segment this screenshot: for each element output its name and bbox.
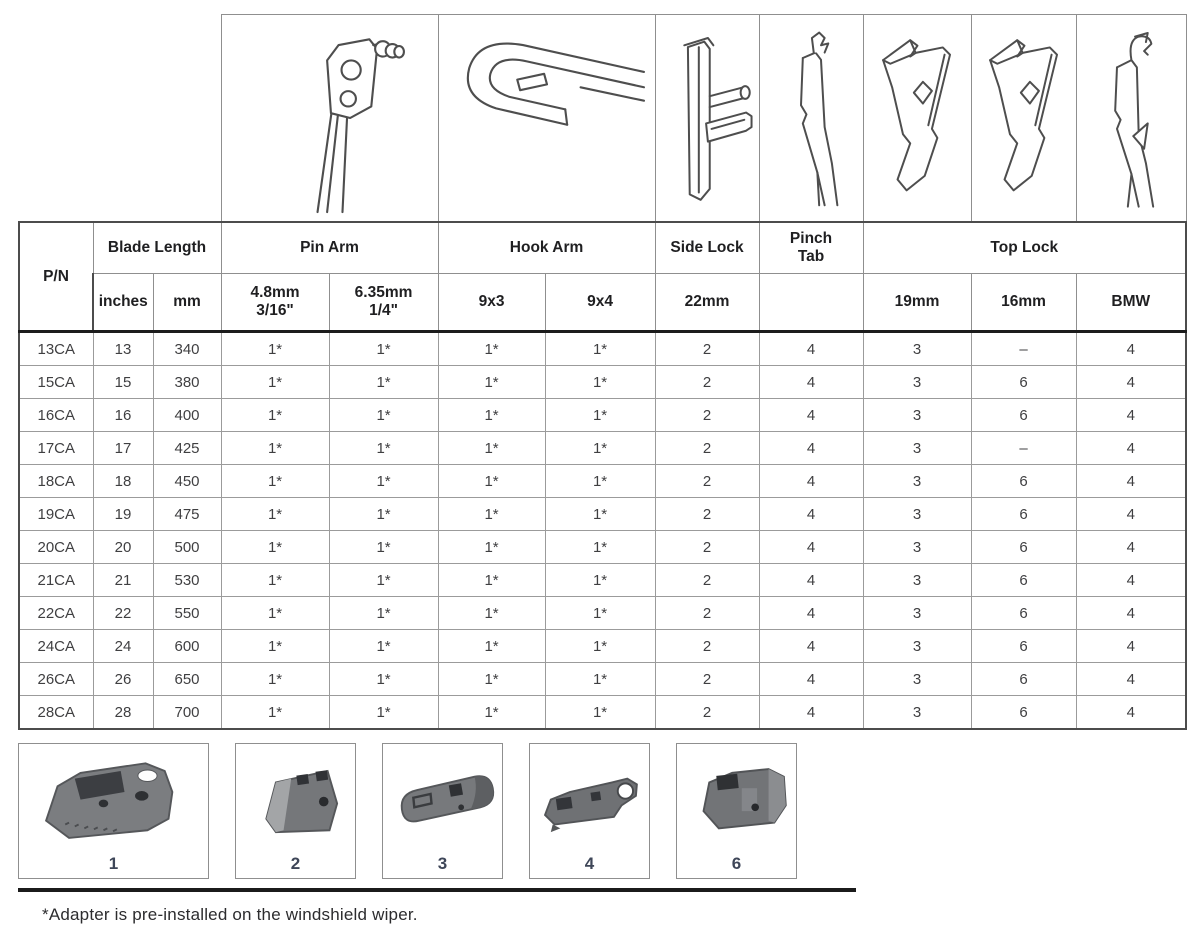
table-cell: 1* — [221, 366, 329, 399]
table-cell: 2 — [655, 498, 759, 531]
subheader-19mm: 19mm — [863, 274, 971, 332]
table-cell: 6 — [971, 366, 1076, 399]
adapter-figure-1 — [18, 743, 209, 879]
table-cell: 6 — [971, 564, 1076, 597]
table-row — [19, 498, 1186, 531]
table-cell: 3 — [863, 663, 971, 696]
table-cell: 1* — [545, 630, 655, 663]
table-cell: 6 — [971, 696, 1076, 730]
table-cell: 15 — [93, 366, 153, 399]
header-hook-arm: Hook Arm — [438, 222, 655, 274]
compatibility-table — [18, 14, 1187, 730]
adapter-figure-label: 3 — [437, 854, 448, 873]
top-lock-bmw-icon — [1079, 22, 1183, 214]
table-cell: 4 — [759, 432, 863, 465]
table-cell: 2 — [655, 663, 759, 696]
adapter-figure-strip — [18, 743, 1200, 879]
illustration-row — [19, 15, 1186, 223]
adapter-figure-2 — [235, 743, 356, 879]
table-cell: 3 — [863, 564, 971, 597]
table-cell: 1* — [545, 564, 655, 597]
table-cell: 16CA — [19, 399, 93, 432]
table-cell: 2 — [655, 432, 759, 465]
table-cell: 1* — [221, 630, 329, 663]
table-cell: 1* — [545, 366, 655, 399]
hook-arm-icon — [443, 22, 651, 214]
table-row — [19, 465, 1186, 498]
table-cell: 4 — [1076, 564, 1186, 597]
table-cell: 4 — [1076, 597, 1186, 630]
subheader-pin-48 — [221, 274, 329, 332]
table-row — [19, 399, 1186, 432]
subheader-pin-48-line1: 4.8mm — [250, 284, 300, 302]
table-cell: 4 — [759, 630, 863, 663]
table-cell: 1* — [545, 399, 655, 432]
table-row — [19, 366, 1186, 399]
table-cell: 1* — [329, 630, 438, 663]
table-cell: 1* — [438, 399, 545, 432]
subheader-pin-635 — [329, 274, 438, 332]
subheader-pin-48-line2: 3/16" — [256, 302, 294, 319]
table-cell: 550 — [153, 597, 221, 630]
top-lock-19mm-illustration-cell — [863, 15, 971, 223]
table-cell: 4 — [759, 399, 863, 432]
table-cell: 475 — [153, 498, 221, 531]
table-cell: 400 — [153, 399, 221, 432]
table-cell: 15CA — [19, 366, 93, 399]
table-cell: 3 — [863, 332, 971, 366]
table-cell: 6 — [971, 597, 1076, 630]
table-cell: 4 — [1076, 432, 1186, 465]
table-cell: 1* — [329, 399, 438, 432]
table-cell: 1* — [438, 597, 545, 630]
table-cell: 4 — [759, 332, 863, 366]
table-cell: 530 — [153, 564, 221, 597]
table-cell: 1* — [221, 498, 329, 531]
table-cell: 3 — [863, 432, 971, 465]
table-cell: 4 — [1076, 366, 1186, 399]
subheader-9x3: 9x3 — [438, 274, 545, 332]
table-cell: 1* — [221, 663, 329, 696]
table-cell: 1* — [438, 498, 545, 531]
pinch-tab-illustration-cell — [759, 15, 863, 223]
table-cell: 600 — [153, 630, 221, 663]
table-cell: 1* — [438, 366, 545, 399]
table-cell: 425 — [153, 432, 221, 465]
illustration-blank-cell — [19, 15, 221, 223]
table-cell: 18 — [93, 465, 153, 498]
table-row — [19, 531, 1186, 564]
table-cell: 18CA — [19, 465, 93, 498]
table-cell: 1* — [221, 696, 329, 730]
table-cell: 1* — [329, 366, 438, 399]
table-cell: 3 — [863, 399, 971, 432]
table-cell: 1* — [329, 465, 438, 498]
table-cell: 1* — [221, 465, 329, 498]
table-cell: 1* — [545, 465, 655, 498]
subheader-inches: inches — [93, 274, 153, 332]
footnote-divider-rule — [18, 888, 856, 892]
table-cell: 19 — [93, 498, 153, 531]
adapter-3-image — [387, 748, 499, 858]
adapter-6-image — [681, 748, 793, 858]
table-cell: 450 — [153, 465, 221, 498]
table-cell: 16 — [93, 399, 153, 432]
table-cell: 1* — [438, 663, 545, 696]
table-cell: – — [971, 432, 1076, 465]
subheader-9x4: 9x4 — [545, 274, 655, 332]
side-lock-icon — [657, 22, 757, 214]
table-cell: 2 — [655, 597, 759, 630]
table-cell: – — [971, 332, 1076, 366]
table-cell: 4 — [1076, 498, 1186, 531]
adapter-1-image — [23, 748, 205, 858]
table-row — [19, 696, 1186, 730]
adapter-2-image — [240, 748, 352, 858]
table-cell: 4 — [759, 597, 863, 630]
table-row — [19, 432, 1186, 465]
table-cell: 700 — [153, 696, 221, 730]
adapter-4-image — [534, 748, 646, 858]
table-cell: 28 — [93, 696, 153, 730]
table-cell: 3 — [863, 498, 971, 531]
table-cell: 3 — [863, 465, 971, 498]
table-cell: 1* — [329, 597, 438, 630]
table-cell: 17 — [93, 432, 153, 465]
sub-header-row — [19, 274, 1186, 332]
table-cell: 2 — [655, 696, 759, 730]
table-row — [19, 663, 1186, 696]
table-cell: 4 — [1076, 531, 1186, 564]
table-cell: 1* — [438, 432, 545, 465]
header-blade-length: Blade Length — [93, 222, 221, 274]
table-cell: 20CA — [19, 531, 93, 564]
table-cell: 1* — [545, 332, 655, 366]
table-cell: 1* — [329, 696, 438, 730]
table-cell: 1* — [221, 432, 329, 465]
table-cell: 3 — [863, 531, 971, 564]
table-cell: 1* — [545, 498, 655, 531]
table-cell: 3 — [863, 630, 971, 663]
table-cell: 1* — [329, 332, 438, 366]
hook-arm-illustration-cell — [438, 15, 655, 223]
table-row — [19, 630, 1186, 663]
table-cell: 13CA — [19, 332, 93, 366]
table-cell: 1* — [329, 432, 438, 465]
side-lock-illustration-cell — [655, 15, 759, 223]
pin-arm-icon — [255, 22, 405, 214]
table-cell: 3 — [863, 366, 971, 399]
table-cell: 3 — [863, 597, 971, 630]
table-cell: 2 — [655, 399, 759, 432]
top-lock-16mm-illustration-cell — [971, 15, 1076, 223]
table-cell: 4 — [759, 465, 863, 498]
table-cell: 4 — [759, 366, 863, 399]
table-cell: 4 — [1076, 630, 1186, 663]
table-cell: 22CA — [19, 597, 93, 630]
adapter-figure-label: 2 — [290, 854, 301, 873]
table-cell: 21CA — [19, 564, 93, 597]
table-cell: 1* — [221, 332, 329, 366]
table-cell: 1* — [545, 696, 655, 730]
subheader-mm: mm — [153, 274, 221, 332]
pin-arm-illustration-cell — [221, 15, 438, 223]
subheader-pin-635-line2: 1/4" — [369, 302, 398, 319]
table-cell: 22 — [93, 597, 153, 630]
table-cell: 24 — [93, 630, 153, 663]
table-row — [19, 597, 1186, 630]
table-cell: 2 — [655, 531, 759, 564]
table-cell: 380 — [153, 366, 221, 399]
table-cell: 1* — [438, 465, 545, 498]
table-cell: 4 — [759, 498, 863, 531]
table-cell: 17CA — [19, 432, 93, 465]
table-cell: 1* — [545, 597, 655, 630]
adapter-figure-3 — [382, 743, 503, 879]
header-pn: P/N — [19, 222, 93, 332]
table-cell: 4 — [1076, 332, 1186, 366]
table-cell: 4 — [759, 564, 863, 597]
table-cell: 650 — [153, 663, 221, 696]
table-cell: 1* — [221, 564, 329, 597]
adapter-figure-label: 1 — [108, 854, 119, 873]
table-cell: 1* — [221, 597, 329, 630]
table-cell: 21 — [93, 564, 153, 597]
adapter-figure-4 — [529, 743, 650, 879]
adapter-figure-label: 4 — [584, 854, 595, 873]
table-cell: 6 — [971, 531, 1076, 564]
table-cell: 2 — [655, 465, 759, 498]
table-cell: 4 — [1076, 399, 1186, 432]
group-header-row — [19, 222, 1186, 274]
pinch-tab-icon — [761, 22, 861, 214]
header-pin-arm: Pin Arm — [221, 222, 438, 274]
table-cell: 1* — [545, 663, 655, 696]
top-lock-19mm-icon — [865, 22, 969, 214]
table-cell: 4 — [1076, 663, 1186, 696]
table-cell: 1* — [329, 531, 438, 564]
table-cell: 19CA — [19, 498, 93, 531]
table-cell: 26CA — [19, 663, 93, 696]
table-cell: 6 — [971, 663, 1076, 696]
table-cell: 20 — [93, 531, 153, 564]
header-side-lock: Side Lock — [655, 222, 759, 274]
table-cell: 4 — [759, 531, 863, 564]
table-cell: 4 — [759, 663, 863, 696]
table-body — [19, 332, 1186, 730]
table-cell: 6 — [971, 498, 1076, 531]
header-top-lock: Top Lock — [863, 222, 1186, 274]
table-cell: 1* — [329, 564, 438, 597]
table-cell: 1* — [221, 399, 329, 432]
table-cell: 1* — [329, 663, 438, 696]
table-cell: 1* — [438, 332, 545, 366]
table-cell: 6 — [971, 465, 1076, 498]
table-row — [19, 564, 1186, 597]
table-cell: 1* — [545, 432, 655, 465]
table-cell: 24CA — [19, 630, 93, 663]
subheader-pinch-tab-empty — [759, 274, 863, 332]
table-cell: 1* — [221, 531, 329, 564]
top-lock-16mm-icon — [972, 22, 1076, 214]
table-cell: 340 — [153, 332, 221, 366]
table-cell: 500 — [153, 531, 221, 564]
table-cell: 1* — [438, 696, 545, 730]
table-cell: 4 — [1076, 465, 1186, 498]
table-cell: 1* — [438, 564, 545, 597]
table-cell: 2 — [655, 332, 759, 366]
header-pinch-tab-line1: Pinch — [789, 230, 833, 248]
adapter-figure-6 — [676, 743, 797, 879]
table-cell: 1* — [438, 630, 545, 663]
table-cell: 6 — [971, 630, 1076, 663]
header-pinch-tab-line2: Tab — [797, 248, 825, 265]
table-cell: 2 — [655, 630, 759, 663]
table-row — [19, 332, 1186, 366]
subheader-16mm: 16mm — [971, 274, 1076, 332]
table-cell: 28CA — [19, 696, 93, 730]
table-cell: 1* — [329, 498, 438, 531]
table-cell: 26 — [93, 663, 153, 696]
table-cell: 4 — [759, 696, 863, 730]
table-cell: 4 — [1076, 696, 1186, 730]
subheader-bmw: BMW — [1076, 274, 1186, 332]
table-cell: 6 — [971, 399, 1076, 432]
table-cell: 3 — [863, 696, 971, 730]
subheader-22mm: 22mm — [655, 274, 759, 332]
table-cell: 13 — [93, 332, 153, 366]
table-cell: 1* — [545, 531, 655, 564]
top-lock-bmw-illustration-cell — [1076, 15, 1186, 223]
subheader-pin-635-line1: 6.35mm — [354, 284, 413, 302]
table-cell: 2 — [655, 366, 759, 399]
adapter-figure-label: 6 — [731, 854, 742, 873]
table-cell: 2 — [655, 564, 759, 597]
footnote-text: *Adapter is pre-installed on the windshield wiper. — [42, 905, 418, 924]
header-pinch-tab — [759, 222, 863, 274]
table-cell: 1* — [438, 531, 545, 564]
